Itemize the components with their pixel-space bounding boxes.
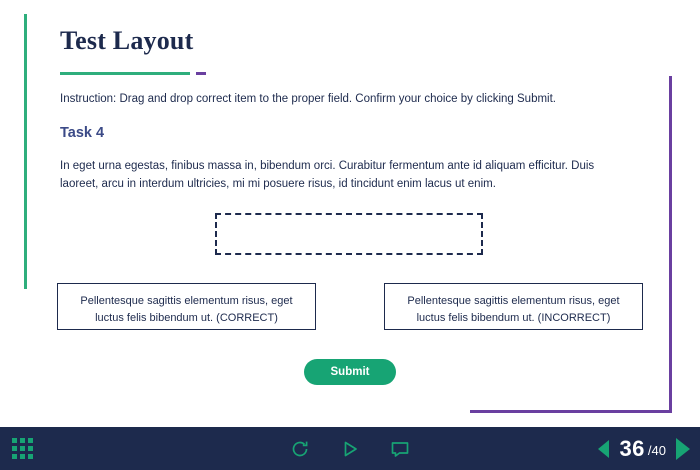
accent-line-bottom-purple <box>470 410 672 413</box>
draggable-option-incorrect[interactable]: Pellentesque sagittis elementum risus, eget luctus felis bibendum ut. (INCORRECT) <box>384 283 643 330</box>
total-page-count: /40 <box>647 443 666 458</box>
current-page-number: 36 <box>619 435 645 461</box>
title-underline-purple <box>196 72 206 75</box>
title-underline-green <box>60 72 190 75</box>
triangle-right-icon[interactable] <box>676 438 690 460</box>
triangle-left-icon[interactable] <box>598 440 609 458</box>
accent-line-right-purple <box>669 76 672 412</box>
drop-target-zone[interactable] <box>215 213 483 255</box>
draggable-option-correct[interactable]: Pellentesque sagittis elementum risus, eget luctus felis bibendum ut. (CORRECT) <box>57 283 316 330</box>
play-icon[interactable] <box>339 438 361 460</box>
submit-button[interactable]: Submit <box>304 359 396 385</box>
playback-controls <box>0 427 700 470</box>
comment-icon[interactable] <box>389 438 411 460</box>
instruction-text: Instruction: Drag and drop correct item to the proper field. Confirm your choice by clicking Submit. <box>60 93 556 105</box>
replay-icon[interactable] <box>289 438 311 460</box>
task-heading: Task 4 <box>60 125 105 141</box>
player-bottom-bar <box>0 427 700 470</box>
grid-menu-icon[interactable] <box>12 438 33 459</box>
accent-line-left-green <box>24 14 27 289</box>
page-title: Test Layout <box>60 26 194 55</box>
task-body-text: In eget urna egestas, finibus massa in, bibendum orci. Curabitur fermentum ante id aliquam efficitur. Duis laoreet, arcu in interdum ultricies, mi mi posuere risus, id tincidunt enim lacus ut enim. <box>60 160 595 190</box>
pagination <box>598 427 690 470</box>
